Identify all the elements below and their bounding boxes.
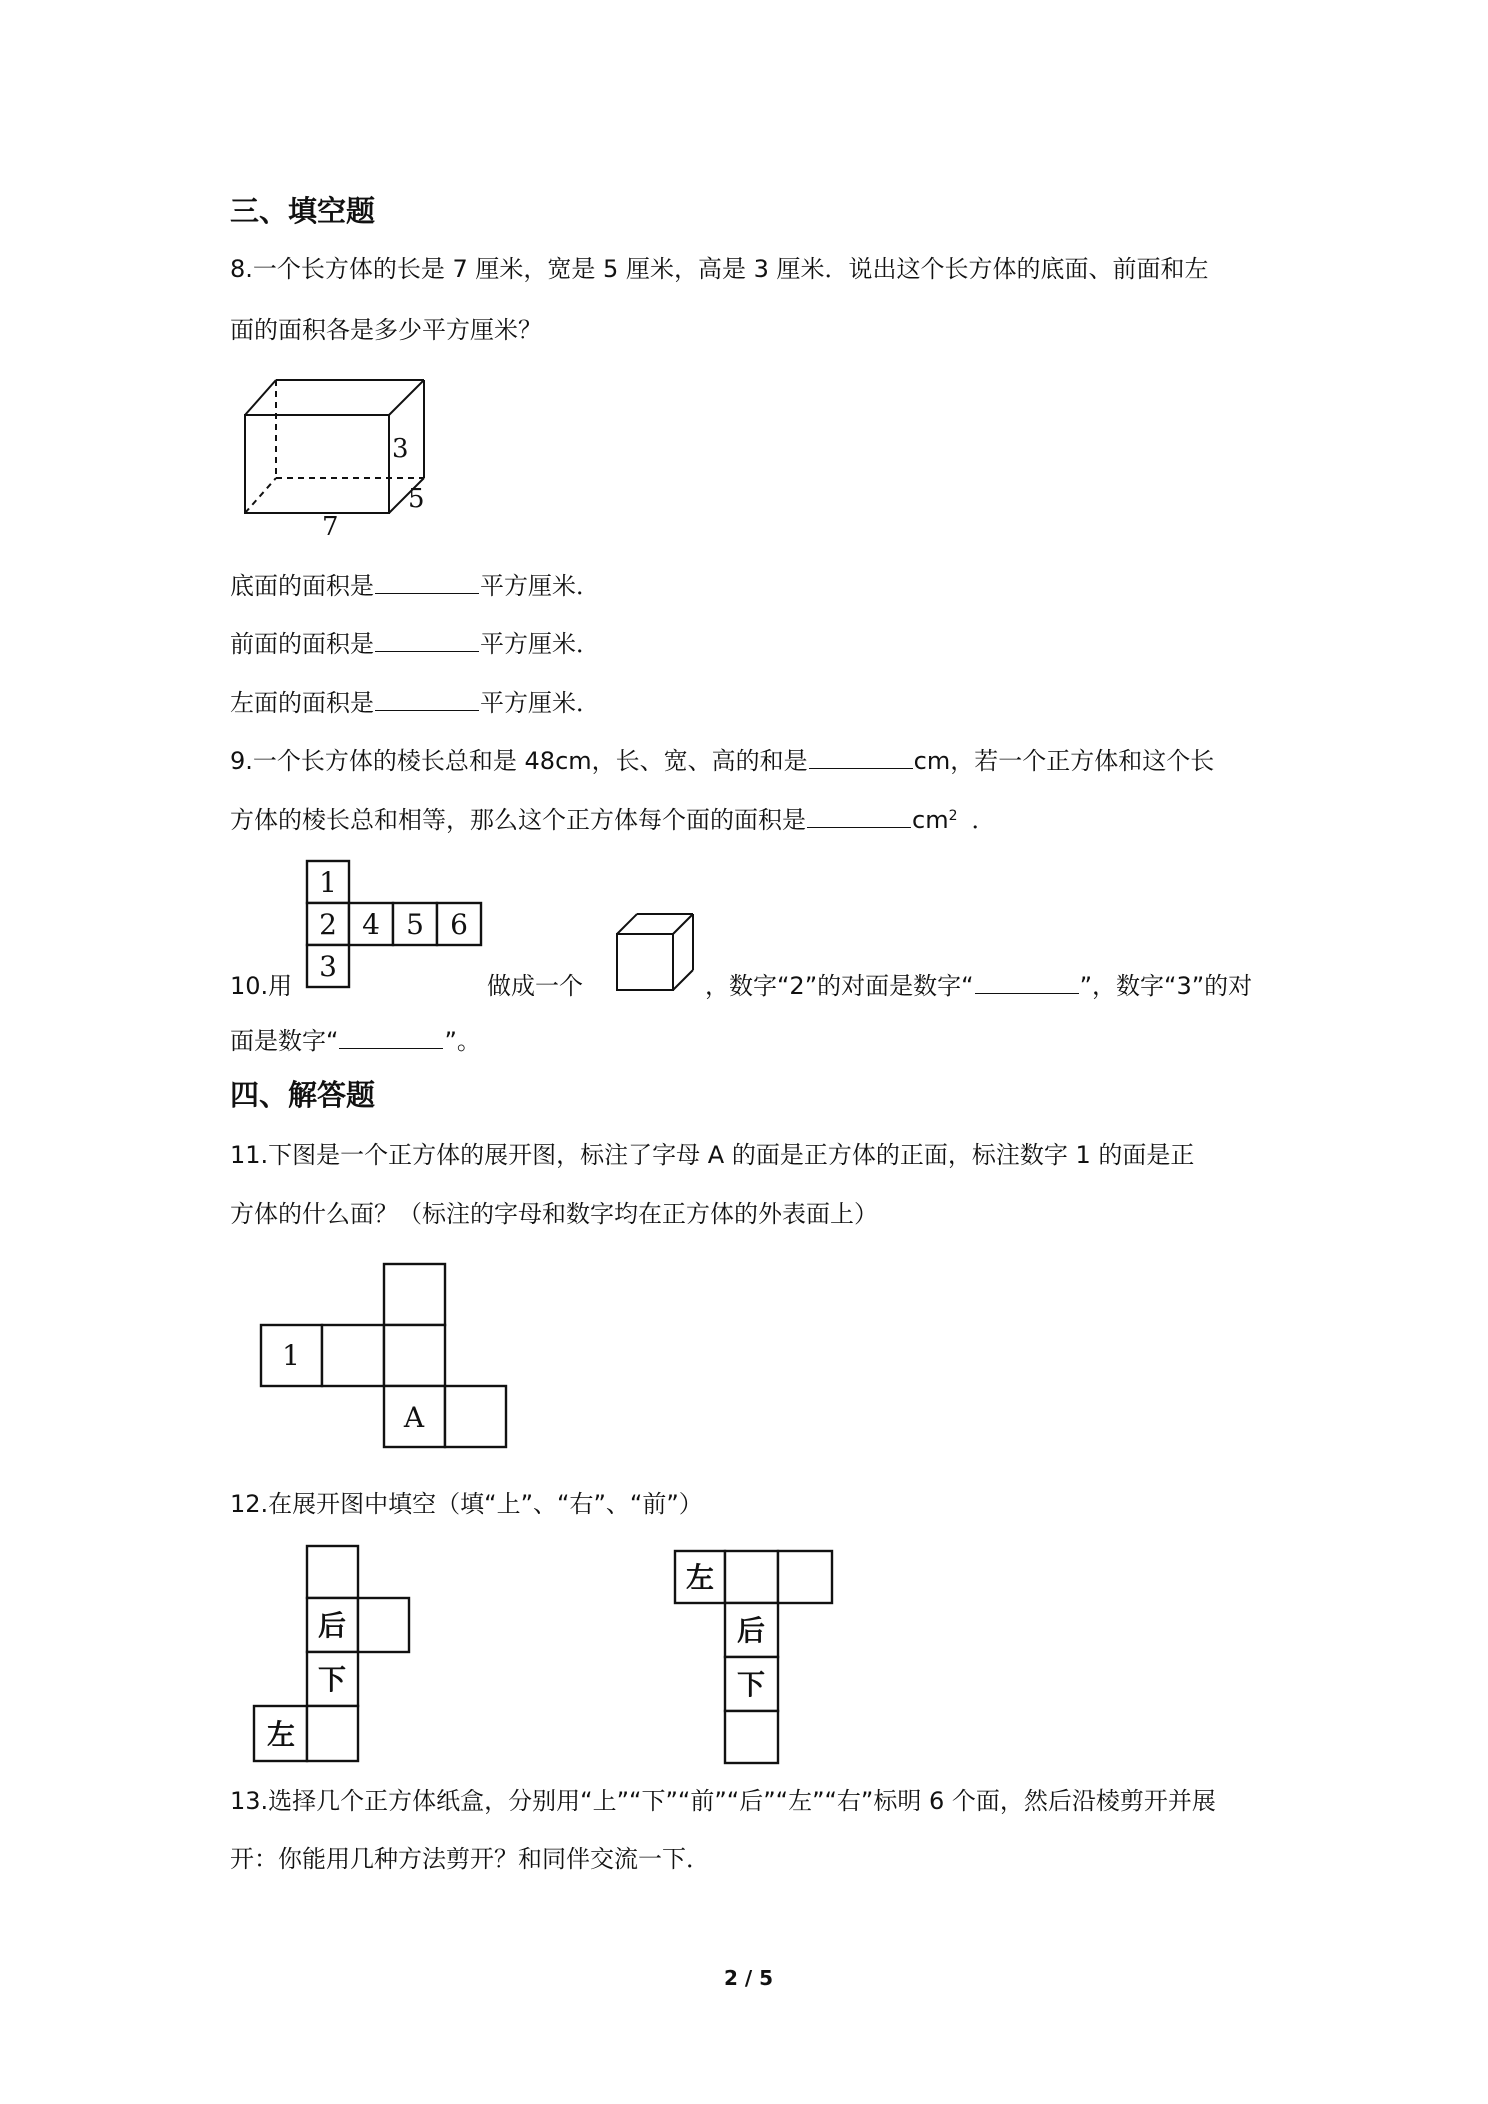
cuboid-length-label: 7 bbox=[322, 512, 339, 542]
q8-line-1: 8.一个长方体的长是 7 厘米，宽是 5 厘米，高是 3 厘米．说出这个长方体的底面、前面和左 bbox=[230, 255, 1209, 283]
q10-l2-end: ”。 bbox=[444, 1027, 481, 1055]
net-face-3: 3 bbox=[319, 950, 337, 983]
q8-line-2: 面的面积各是多少平方厘米？ bbox=[230, 316, 542, 344]
q8-blank-left-area bbox=[230, 688, 600, 718]
cuboid-height-label: 3 bbox=[392, 434, 409, 464]
net-face-6: 6 bbox=[450, 908, 468, 941]
q9-unit-sup: 2 bbox=[948, 808, 958, 824]
q8-blank-bottom-area bbox=[230, 571, 600, 601]
q8-b2-unit: 平方厘米． bbox=[480, 630, 600, 658]
net-face-2: 2 bbox=[319, 908, 337, 941]
answer-blank-sum[interactable] bbox=[809, 746, 913, 769]
answer-blank-bottom-area[interactable] bbox=[375, 571, 479, 594]
q9-unit: cm bbox=[912, 806, 949, 834]
q12b-face-left: 左 bbox=[685, 1561, 715, 1594]
q10-l1-text: ，数字“2”的对面是数字“ bbox=[705, 972, 974, 1000]
q12a-face-left: 左 bbox=[266, 1718, 296, 1751]
q12b-face-back: 后 bbox=[736, 1614, 766, 1647]
q10-line-2 bbox=[230, 1026, 481, 1056]
cuboid-width-label: 5 bbox=[408, 484, 425, 514]
answer-blank-opposite-2[interactable] bbox=[975, 971, 1079, 994]
section-title-answer: 四、解答题 bbox=[230, 1078, 376, 1112]
q10-l1-tail: ”，数字“3”的对 bbox=[1079, 972, 1253, 1000]
page-number: 2 / 5 bbox=[724, 1966, 774, 1990]
answer-blank-front-area[interactable] bbox=[375, 629, 479, 652]
q13-line-1: 13.选择几个正方体纸盒，分别用“上”“下”“前”“后”“左”“右”标明 6 个面，然后沿棱剪开并展 bbox=[230, 1787, 1216, 1815]
q8-b1-label: 底面的面积是 bbox=[230, 572, 374, 600]
q10-line-1-c bbox=[705, 971, 1252, 1001]
q10-l2-text: 面是数字“ bbox=[230, 1027, 339, 1055]
q11-face-a: A bbox=[403, 1401, 425, 1434]
cube-figure bbox=[615, 912, 699, 992]
q9-l1-tail: cm，若一个正方体和这个长 bbox=[913, 747, 1215, 775]
q12-net-b bbox=[674, 1550, 834, 1765]
q9-l2-text: 方体的棱长总和相等，那么这个正方体每个面的面积是 bbox=[230, 806, 806, 834]
q8-b2-label: 前面的面积是 bbox=[230, 630, 374, 658]
q11-face-1: 1 bbox=[282, 1339, 300, 1372]
q8-b1-unit: 平方厘米． bbox=[480, 572, 600, 600]
q12-net-a bbox=[253, 1545, 411, 1763]
q8-b3-label: 左面的面积是 bbox=[230, 689, 374, 717]
q9-l1-text: 9.一个长方体的棱长总和是 48cm，长、宽、高的和是 bbox=[230, 747, 808, 775]
q12a-face-bottom: 下 bbox=[317, 1663, 347, 1696]
q11-net-figure bbox=[260, 1263, 508, 1449]
section-title-fill-in: 三、填空题 bbox=[230, 194, 376, 228]
q12-line-1: 12.在展开图中填空（填“上”、“右”、“前”） bbox=[230, 1490, 703, 1518]
net-face-4: 4 bbox=[362, 908, 380, 941]
q10-net-figure bbox=[306, 860, 482, 988]
answer-blank-opposite-3[interactable] bbox=[339, 1026, 443, 1049]
q8-blank-front-area bbox=[230, 629, 600, 659]
net-face-1: 1 bbox=[319, 866, 337, 899]
q9-l2-end: ． bbox=[971, 806, 996, 834]
q9-line-2 bbox=[230, 805, 996, 835]
q12a-face-back: 后 bbox=[317, 1609, 347, 1642]
q10-line-1-b: 做成一个 bbox=[487, 972, 583, 1000]
q9-line-1 bbox=[230, 746, 1214, 776]
q8-b3-unit: 平方厘米． bbox=[480, 689, 600, 717]
answer-blank-face-area[interactable] bbox=[807, 805, 911, 828]
answer-blank-left-area[interactable] bbox=[375, 688, 479, 711]
net-face-5: 5 bbox=[406, 908, 424, 941]
q11-line-1: 11.下图是一个正方体的展开图，标注了字母 A 的面是正方体的正面，标注数字 1 的面是正 bbox=[230, 1141, 1195, 1169]
q13-line-2: 开：你能用几种方法剪开？和同伴交流一下． bbox=[230, 1845, 710, 1873]
q11-line-2: 方体的什么面？（标注的字母和数字均在正方体的外表面上） bbox=[230, 1200, 878, 1228]
q10-line-1-a: 10.用 bbox=[230, 972, 293, 1000]
q12b-face-bottom: 下 bbox=[736, 1668, 766, 1701]
cuboid-figure bbox=[240, 375, 440, 542]
